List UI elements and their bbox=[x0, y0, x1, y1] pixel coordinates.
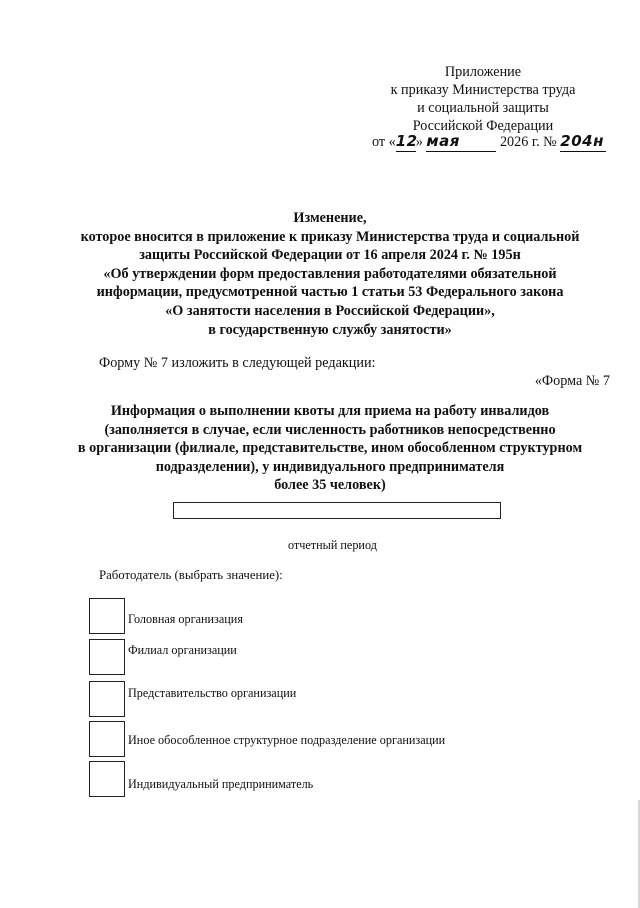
employer-checkbox[interactable] bbox=[89, 639, 125, 675]
employer-option-label: Иное обособленное структурное подразделение организации bbox=[128, 733, 446, 747]
order-month-handwritten: мая bbox=[426, 132, 460, 150]
info-line: Информация о выполнении квоты для приема на работу инвалидов bbox=[110, 403, 550, 419]
title-line: которое вносится в приложение к приказу Министерства труда и социальной bbox=[80, 228, 580, 245]
employer-option-label: Головная организация bbox=[128, 612, 243, 626]
order-year: 2026 г. № bbox=[499, 134, 557, 150]
employer-checkbox[interactable] bbox=[89, 761, 125, 797]
appendix-line: и социальной защиты bbox=[417, 100, 549, 116]
order-day-handwritten: 12 bbox=[395, 132, 418, 150]
appendix-header bbox=[340, 63, 626, 135]
employer-select-label: Работодатель (выбрать значение): bbox=[99, 568, 283, 582]
info-line: в организации (филиале, представительстве, ином обособленном структурном bbox=[77, 440, 583, 456]
form-info-title bbox=[30, 402, 630, 495]
employer-checkbox[interactable] bbox=[89, 598, 125, 634]
employer-option-label: Индивидуальный предприниматель bbox=[128, 777, 314, 791]
order-mid: » bbox=[415, 134, 423, 150]
order-prefix: от « bbox=[372, 134, 396, 150]
appendix-line: к приказу Министерства труда bbox=[390, 82, 576, 98]
appendix-line: Приложение bbox=[444, 64, 522, 80]
title-line: защиты Российской Федерации от 16 апреля 2024 г. № 195н bbox=[139, 247, 521, 264]
employer-option-label: Филиал организации bbox=[128, 643, 237, 657]
employer-checkbox[interactable] bbox=[89, 681, 125, 717]
appendix-line: Российской Федерации bbox=[412, 118, 554, 134]
info-line: более 35 человек) bbox=[274, 477, 386, 493]
reporting-period-label: отчетный период bbox=[288, 538, 377, 552]
info-line: (заполняется в случае, если численность работников непосредственно bbox=[104, 421, 556, 438]
employer-option-label: Представительство организации bbox=[128, 686, 297, 700]
employer-checkbox[interactable] bbox=[89, 721, 125, 757]
title-line: в государственную службу занятости» bbox=[208, 321, 452, 338]
title-line: информации, предусмотренной частью 1 статьи 53 Федерального закона bbox=[96, 284, 564, 301]
amendment-title bbox=[30, 209, 630, 339]
intro-text: Форму № 7 изложить в следующей редакции: bbox=[99, 355, 376, 371]
title-line: Изменение, bbox=[293, 210, 367, 226]
title-line: «О занятости населения в Российской Федерации», bbox=[165, 302, 495, 319]
order-date-number bbox=[372, 132, 606, 152]
info-line: подразделении), у индивидуального предпринимателя bbox=[155, 458, 505, 475]
title-line: «Об утверждении форм предоставления работодателями обязательной bbox=[103, 265, 557, 282]
form-number-mark: «Форма № 7 bbox=[534, 373, 610, 389]
order-number-handwritten: 204н bbox=[560, 132, 604, 150]
reporting-period-field[interactable] bbox=[173, 502, 501, 519]
